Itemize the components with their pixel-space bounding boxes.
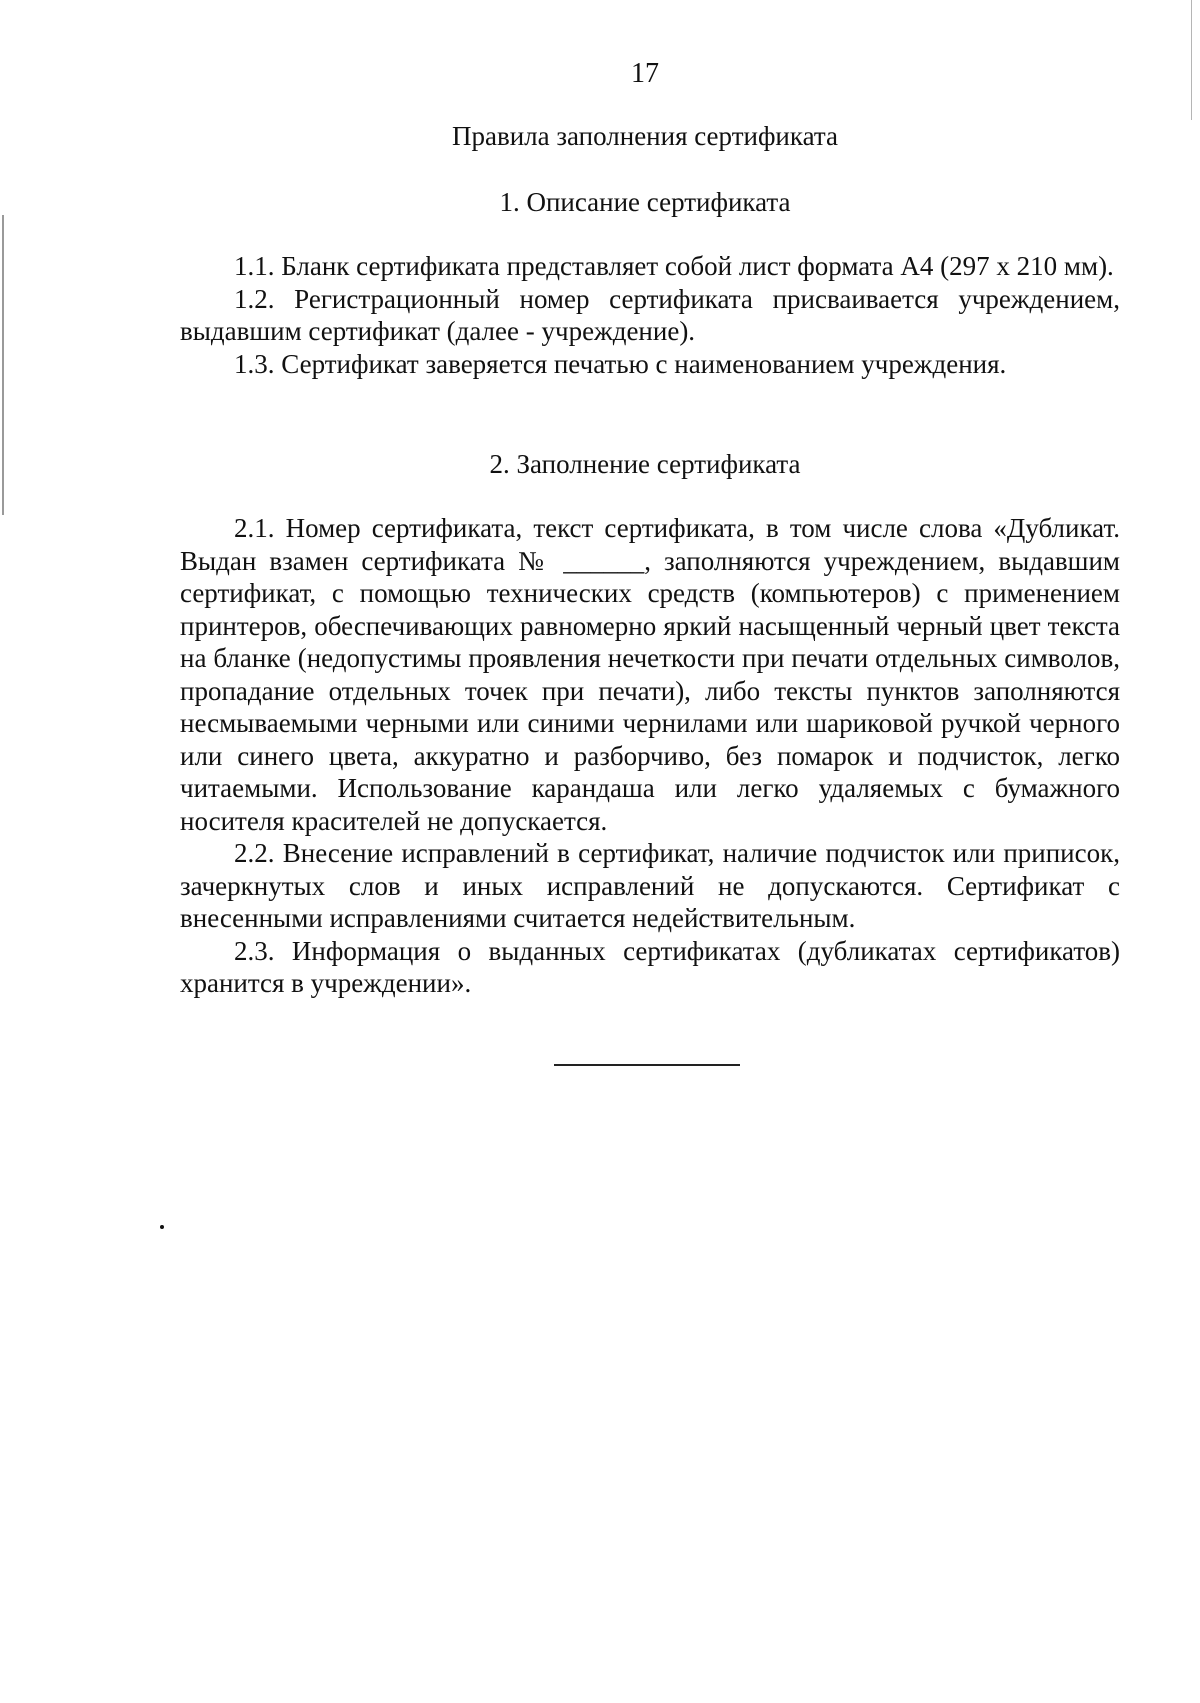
end-divider-line	[554, 1064, 740, 1066]
page-number: 17	[631, 58, 659, 89]
document-title: Правила заполнения сертификата	[452, 121, 838, 151]
paragraph-2-2: 2.2. Внесение исправлений в сертификат, наличие подчисток или приписок, зачеркнутых слов и иных исправлений не допускаются. Сертификат с внесенными исправлениями считается недействительным.	[180, 838, 1120, 933]
paragraph-1-2: 1.2. Регистрационный номер сертификата присваивается учреждением, выдавшим сертификат (далее - учреждение).	[180, 283, 1120, 346]
paragraph-2-3: 2.3. Информация о выданных сертификатах (дубликатах сертификатов) хранится в учреждении».	[180, 935, 1120, 998]
section-2-body	[180, 512, 1120, 1000]
scan-speck	[160, 1225, 164, 1229]
paragraph-2-1: 2.1. Номер сертификата, текст сертификата, в том числе слова «Дубликат. Выдан взамен сертификата № ______, заполняются учреждением, выдавшим сертификат, с помощью технических средств (компьютеров) с применением принтеров, обеспечивающих равномерно яркий насыщенный черный цвет текста на бланке (недопустимы проявления нечеткости при печати отдельных символов, пропадание отдельных точек при печати), либо тексты пунктов заполняются несмываемыми черными или синими чернилами или шариковой ручкой черного или синего цвета, аккуратно и разборчиво, без помарок и подчисток, легко читаемыми. Использование карандаша или легко удаляемых с бумажного носителя красителей не допускается.	[180, 513, 1120, 836]
section-1-heading: 1. Описание сертификата	[499, 187, 791, 217]
paragraph-1-3: 1.3. Сертификат заверяется печатью с наименованием учреждения.	[234, 348, 1007, 379]
paragraph-1-1: 1.1. Бланк сертификата представляет собой лист формата А4 (297 x 210 мм).	[234, 251, 1114, 281]
section-1-body	[180, 250, 1120, 380]
section-2-heading: 2. Заполнение сертификата	[489, 449, 801, 479]
